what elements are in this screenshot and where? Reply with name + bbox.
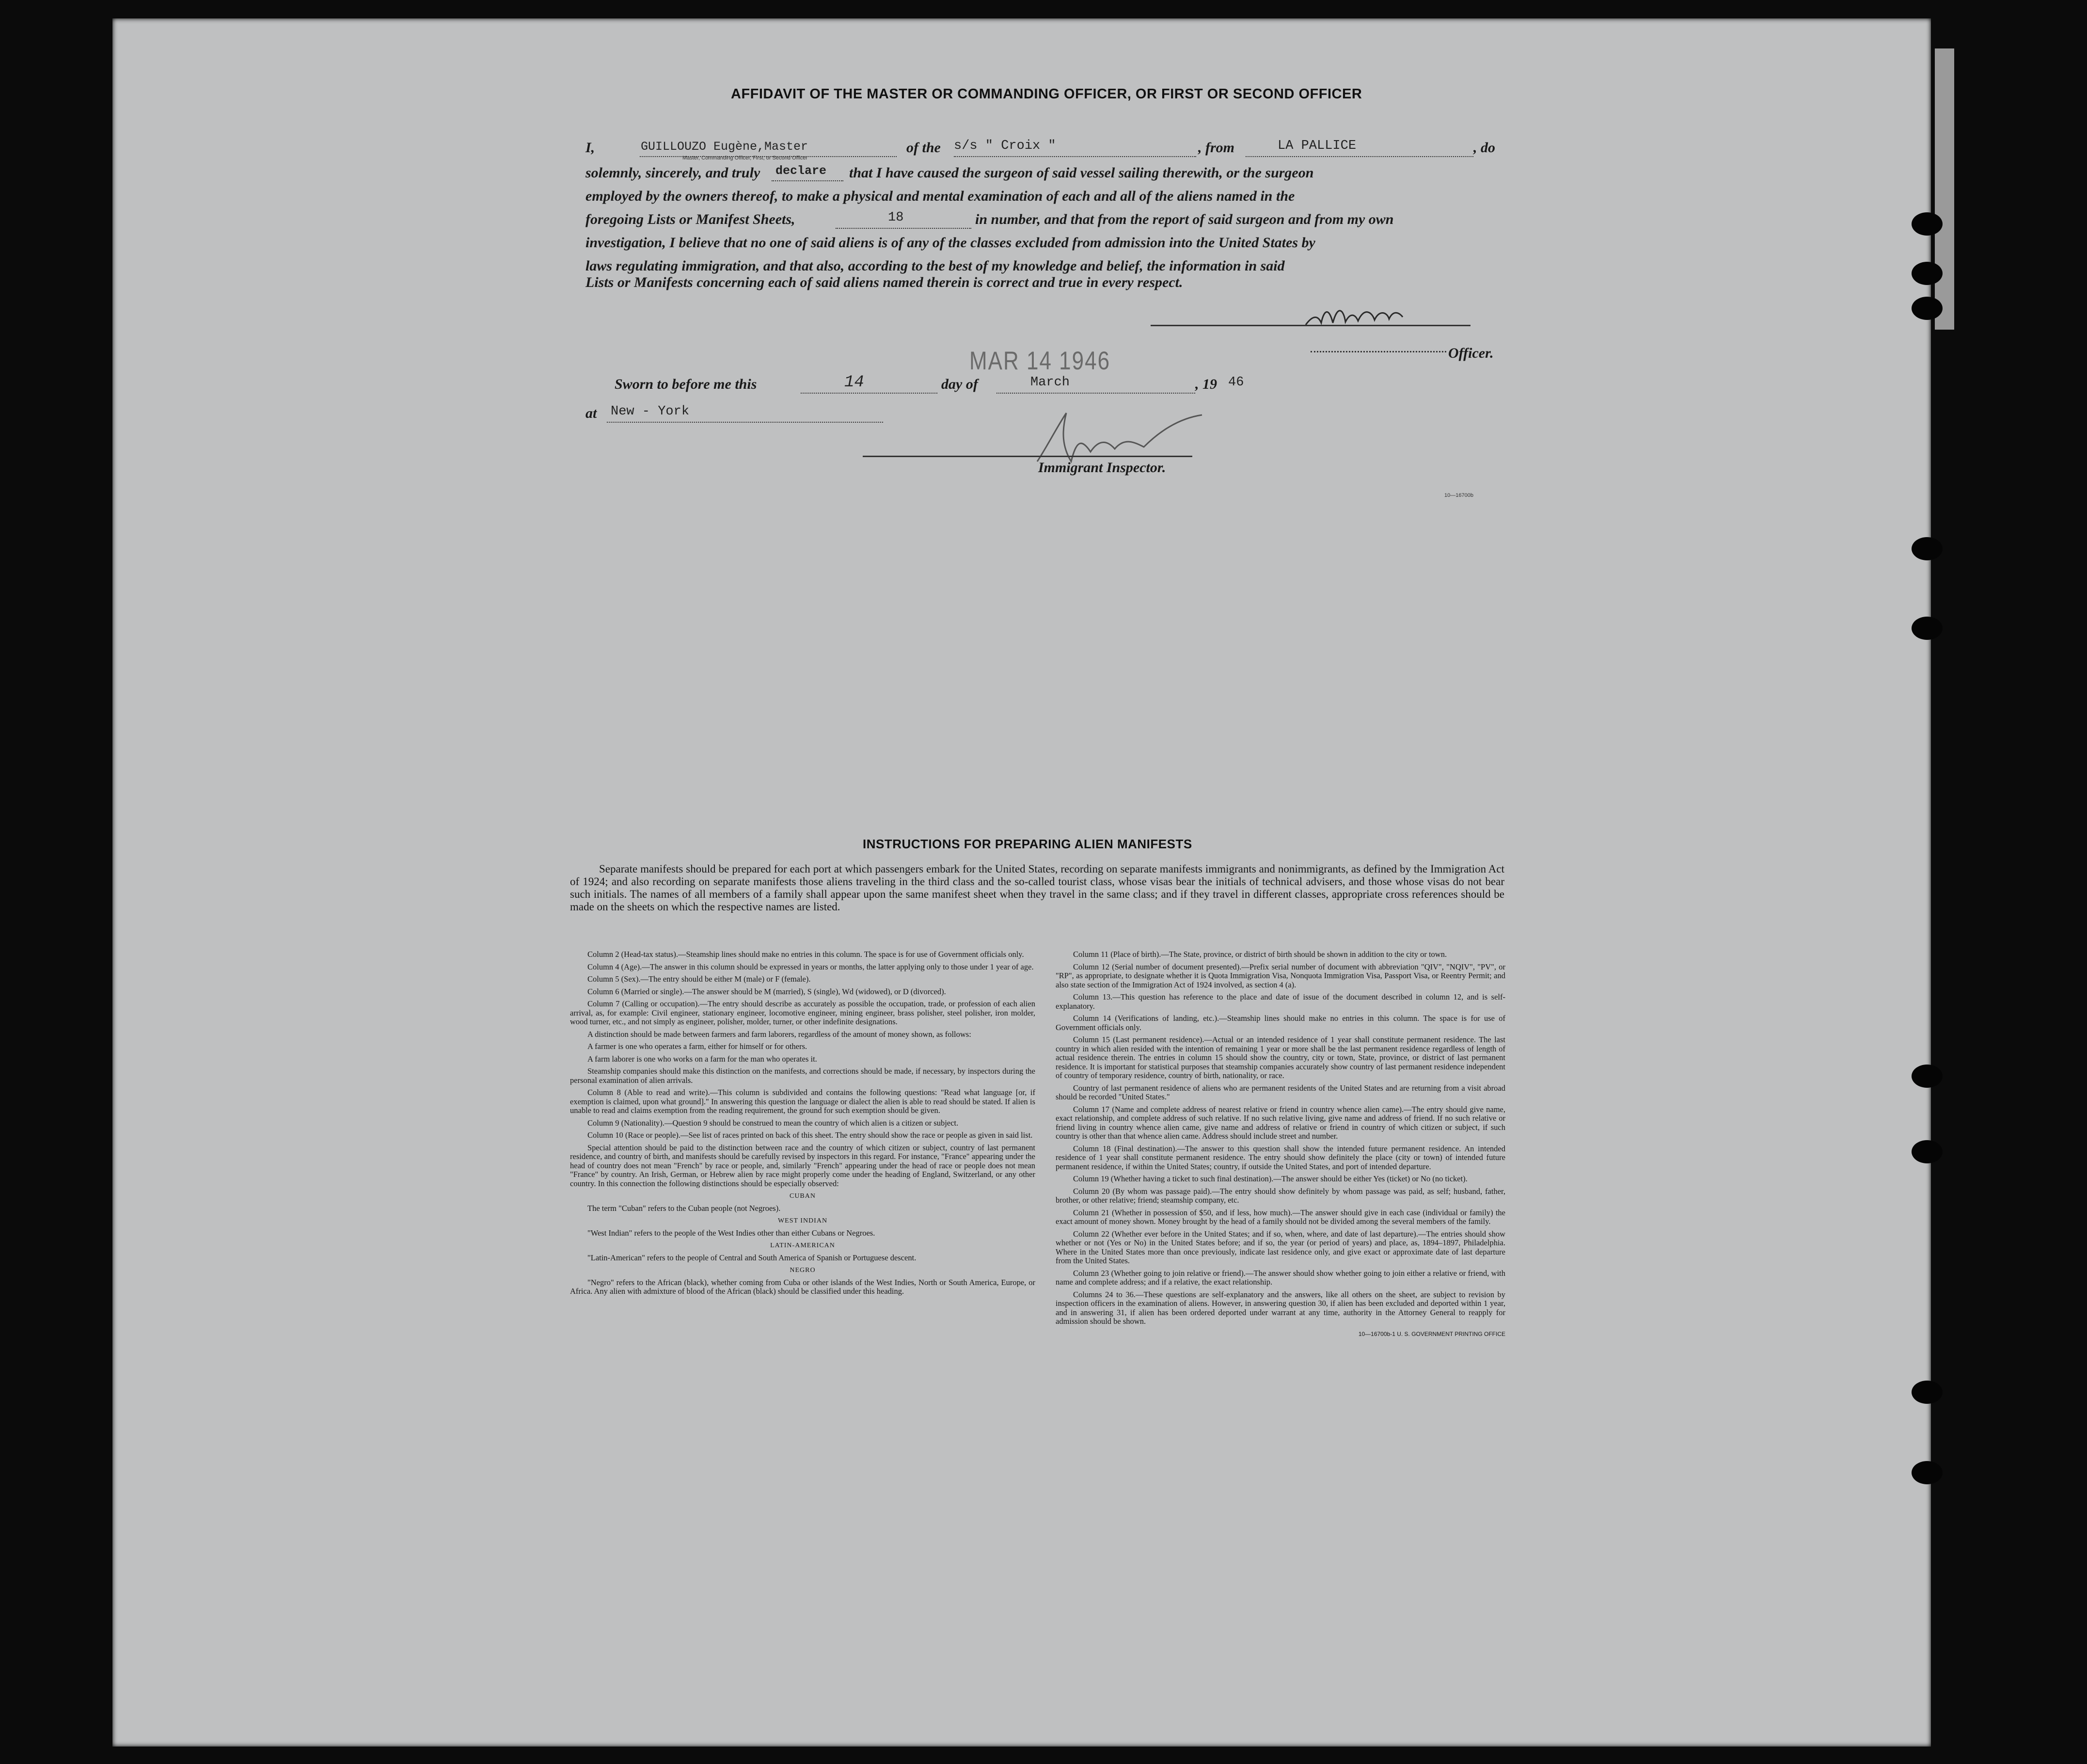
affidavit-text: , from bbox=[1198, 140, 1234, 156]
instruction-paragraph: Column 7 (Calling or occupation).—The entry should describe as accurately as possible the occupation, trade, or profession of each alien arrival, as, for example: Civil engineer, stationary engineer, locomotive engineer, mining engineer, brass polisher, steel polisher, iron molder, wood turner, etc., and not simply as engineer, polisher, molder, turner, or other indefinite designations. bbox=[570, 999, 1035, 1026]
instructions-left-column bbox=[570, 950, 1035, 1300]
instruction-paragraph: Column 14 (Verifications of landing, etc.).—Steamship lines should make no entries in this column. The space is for use of Government officials only. bbox=[1056, 1014, 1505, 1032]
sheets-count-field: 18 bbox=[888, 210, 904, 225]
section-caption: CUBAN bbox=[789, 1192, 816, 1200]
affidavit-text: that I have caused the surgeon of said vessel sailing therewith, or the surgeon bbox=[849, 165, 1314, 181]
instruction-paragraph: Column 11 (Place of birth).—The State, province, or district of birth should be shown in addition to the city or town. bbox=[1073, 950, 1447, 959]
instruction-paragraph: Column 22 (Whether ever before in the United States; and if so, when, where, and date of last departure).—The entries should show whether or not (Yes or No) in the United States before; and if so, the year (or period of years) and place, as, 1894–1897, Philadelphia. Where in the United States more than once previously, indicate last residence only, and give exact or approximate date of last departure from the United States. bbox=[1056, 1229, 1505, 1265]
instruction-paragraph: Column 21 (Whether in possession of $50, and if less, how much).—The answer should give in each case (individual or family) the exact amount of money shown. Money brought by the head of a family should not be divided among the several members of the family. bbox=[1056, 1208, 1505, 1226]
affidavit-text: I, bbox=[585, 140, 595, 156]
vessel-name-field: s/s " Croix " bbox=[954, 139, 1056, 153]
day-field: 14 bbox=[844, 373, 864, 392]
instruction-paragraph: Column 18 (Final destination).—The answer to this question shall show the intended future permanent residence. An intended residence of 1 year shall constitute permanent residence. The entry should show definitely the place (city or town) of intended future permanent residence, if within the United States; country, if outside the United States, and port of intended departure. bbox=[1056, 1144, 1505, 1171]
instruction-paragraph: A distinction should be made between farmers and farm laborers, regardless of the amount of money shown, as follows: bbox=[587, 1029, 971, 1039]
master-name-field: GUILLOUZO Eugène,Master bbox=[641, 140, 808, 154]
officer-signature-line bbox=[1151, 324, 1470, 326]
instruction-paragraph: Columns 24 to 36.—These questions are self-explanatory and the answers, like all others on the sheet, are subject to revision by inspection officers in the examination of aliens. However, in answering question 30, if alien has been excluded and deported within 1 year, and in answering 31, if alien has been ordered deported under warrant at any time, authority in the Attorney General to reapply for admission should be shown. bbox=[1056, 1289, 1505, 1326]
binder-hole bbox=[1912, 262, 1943, 285]
year-label: , 19 bbox=[1195, 376, 1217, 392]
declare-line bbox=[772, 166, 843, 181]
instruction-paragraph: Country of last permanent residence of aliens who are permanent residents of the United States and are returning from a visit abroad should be recorded "United States." bbox=[1056, 1083, 1505, 1101]
instruction-paragraph: Column 12 (Serial number of document presented).—Prefix serial number of document with abbreviation "QIV", "NQIV", "PV", or "RP", as appropriate, to designate whether it is Quota Immigration Visa, Nonquota Immigration Visa, Passport Visa, or Reentry Permit; and also state section of the Immigration Act of 1924 involved, as section 4 (a). bbox=[1056, 962, 1505, 989]
day-line bbox=[801, 378, 937, 394]
inspector-signature bbox=[1028, 408, 1270, 466]
affidavit-text: foregoing Lists or Manifest Sheets, bbox=[585, 211, 795, 227]
instruction-paragraph: "Negro" refers to the African (black), whether coming from Cuba or other islands of the West Indies, North or South America, Europe, or Africa. Any alien with admixture of blood of the African (black) should be classified under this heading. bbox=[570, 1277, 1035, 1296]
binder-hole bbox=[1912, 212, 1943, 236]
instruction-paragraph: Steamship companies should make this distinction on the manifests, and corrections should be made, if necessary, by inspectors during the personal examination of alien arrivals. bbox=[570, 1066, 1035, 1085]
binder-hole bbox=[1912, 1140, 1943, 1163]
officer-label: Officer. bbox=[1448, 345, 1494, 361]
instruction-paragraph: Column 10 (Race or people).—See list of races printed on back of this sheet. The entry should show the race or people as given in said list. bbox=[587, 1130, 1033, 1140]
instruction-paragraph: Column 20 (By whom was passage paid).—The entry should show definitely by whom passage was paid, as self; husband, father, brother, or other relative; friend; steamship company, etc. bbox=[1056, 1186, 1505, 1205]
date-stamp: MAR 14 1946 bbox=[969, 347, 1111, 375]
instruction-paragraph: Column 8 (Able to read and write).—This column is subdivided and contains the following questions: "Read what language [or, if exemption is claimed, upon what ground]." In answering this question the language or dialect the alien is able to read should be stated. If alien is unable to read and claims exemption from the reading requirement, the ground for such exemption should be given. bbox=[570, 1088, 1035, 1115]
binder-hole bbox=[1912, 537, 1943, 560]
instruction-paragraph: A farm laborer is one who works on a farm for the man who operates it. bbox=[587, 1054, 817, 1064]
officer-signature bbox=[1299, 295, 1444, 334]
affidavit-text: Lists or Manifests concerning each of said aliens named therein is correct and true in every respect. bbox=[585, 274, 1183, 290]
year-field: 46 bbox=[1228, 375, 1244, 390]
section-caption: WEST INDIAN bbox=[777, 1217, 828, 1224]
instruction-paragraph: A farmer is one who operates a farm, either for himself or for others. bbox=[587, 1042, 807, 1051]
port-field: LA PALLICE bbox=[1278, 139, 1357, 153]
instruction-paragraph: "West Indian" refers to the people of the West Indies other than either Cubans or Negroes. bbox=[587, 1228, 875, 1238]
binder-hole bbox=[1912, 1461, 1943, 1484]
instruction-paragraph: Column 23 (Whether going to join relative or friend).—The answer should show whether going to join either a relative or friend, with name and complete address; and if a relative, the exact relationship. bbox=[1056, 1268, 1505, 1287]
instruction-paragraph: Column 6 (Married or single).—The answer should be M (married), S (single), Wd (widowed), or D (divorced). bbox=[587, 986, 946, 996]
instruction-paragraph: Column 15 (Last permanent residence).—Actual or an intended residence of 1 year shall constitute permanent residence. The last country in which alien resided with the intention of remaining 1 year or more shall be the last permanent residence regardless of length of actual residence therein. The entries in column 15 should show the country, city or town, State, province, or district of last permanent residence. It is important for statistical purposes that steamship companies accurately show country of last permanent residence independent of country of temporary residence, country of birth, nationality, or race. bbox=[1056, 1035, 1505, 1080]
binder-hole bbox=[1912, 297, 1943, 320]
officer-line bbox=[1311, 350, 1446, 352]
affidavit-text: solemnly, sincerely, and truly bbox=[585, 165, 760, 181]
binder-hole bbox=[1912, 1065, 1943, 1088]
place-field: New - York bbox=[611, 404, 690, 419]
instruction-paragraph: The term "Cuban" refers to the Cuban people (not Negroes). bbox=[587, 1203, 781, 1213]
affidavit-text: employed by the owners thereof, to make a physical and mental examination of each and all of the aliens named in the bbox=[585, 188, 1295, 204]
instructions-title: INSTRUCTIONS FOR PREPARING ALIEN MANIFESTS bbox=[863, 837, 1192, 851]
instruction-paragraph: Column 4 (Age).—The answer in this column should be expressed in years or months, the latter applying only to those under 1 year of age. bbox=[587, 962, 1034, 971]
instruction-paragraph: "Latin-American" refers to the people of Central and South America of Spanish or Portuguese descent. bbox=[587, 1253, 917, 1262]
affidavit-title: AFFIDAVIT OF THE MASTER OR COMMANDING OFFICER, OR FIRST OR SECOND OFFICER bbox=[731, 86, 1362, 102]
instruction-paragraph: Column 17 (Name and complete address of nearest relative or friend in country whence alien came).—The entry should give name, exact relationship, and complete address of such relative. If no such relative living, give name and address of friend. If no such relative or friend living in country whence alien came, give name and address of relative or friend in country of which citizen or subject, if such country is other than that whence alien came. Address should include street and number. bbox=[1056, 1104, 1505, 1141]
printing-office-footer: 10—16700b-1 U. S. GOVERNMENT PRINTING OFFICE bbox=[1358, 1330, 1505, 1337]
at-label: at bbox=[585, 405, 597, 421]
day-of-label: day of bbox=[941, 376, 978, 392]
instructions-right-column bbox=[1056, 950, 1505, 1342]
declare-field: declare bbox=[775, 164, 827, 178]
master-caption: Master, Commanding Officer, First, or Second Officer bbox=[682, 155, 808, 161]
instruction-paragraph: Column 13.—This question has reference to the place and date of issue of the document described in column 12, and is self-explanatory. bbox=[1056, 992, 1505, 1011]
affidavit-text: of the bbox=[906, 140, 941, 156]
instruction-paragraph: Special attention should be paid to the distinction between race and the country of which citizen or subject, country of last permanent residence, and country of birth, and manifests should be carefully revised by inspectors in this regard. For instance, "France" appearing under the head of country does not mean "French" by race or people, and, similarly "French" appearing under the head of race or people does not mean "France" by country. An Irish, German, or Hebrew alien by race might properly come under the heading of England, Switzerland, or any other country. In this connection the following distinctions should be especially observed: bbox=[570, 1143, 1035, 1188]
sworn-label: Sworn to before me this bbox=[615, 376, 757, 392]
affidavit-text: laws regulating immigration, and that also, according to the best of my knowledge and belief, the information in said bbox=[585, 258, 1285, 274]
binder-hole bbox=[1912, 1381, 1943, 1404]
inspector-label: Immigrant Inspector. bbox=[1038, 460, 1166, 476]
section-caption: NEGRO bbox=[790, 1267, 816, 1274]
month-field: March bbox=[1030, 375, 1070, 390]
affidavit-text: investigation, I believe that no one of said aliens is of any of the classes excluded from admission into the United States by bbox=[585, 235, 1315, 251]
binder-hole bbox=[1912, 617, 1943, 640]
instruction-paragraph: Column 2 (Head-tax status).—Steamship lines should make no entries in this column. The space is for use of Government officials only. bbox=[587, 950, 1024, 959]
month-line bbox=[996, 378, 1195, 394]
inspector-signature-line bbox=[863, 455, 1192, 457]
instruction-paragraph: Column 9 (Nationality).—Question 9 should be construed to mean the country of which alien is a citizen or subject. bbox=[587, 1118, 959, 1128]
affidavit-text: in number, and that from the report of said surgeon and from my own bbox=[975, 211, 1394, 227]
instruction-paragraph: Column 5 (Sex).—The entry should be either M (male) or F (female). bbox=[587, 974, 811, 984]
instructions-intro: Separate manifests should be prepared for each port at which passengers embark for the United States, recording on separate manifests immigrants and nonimmigrants, as defined by the Immigration Act of 1924; and also recording on separate manifests those aliens traveling in the third class and the so-called tourist class, whose visas bear the initials of technical advisers, and those whose visas do not bear such initials. The names of all members of a family shall appear upon the same manifest sheet when they travel in the same class; and if they travel in different classes, appropriate cross references should be made on the sheets on which the respective names are listed. bbox=[570, 863, 1504, 913]
form-code: 10—16700b bbox=[1444, 493, 1473, 498]
section-caption: LATIN-AMERICAN bbox=[770, 1242, 835, 1249]
sheet-edge-strip bbox=[1935, 48, 1954, 330]
affidavit-text: , do bbox=[1473, 140, 1495, 156]
instruction-paragraph: Column 19 (Whether having a ticket to such final destination).—The answer should be either Yes (ticket) or No (no ticket). bbox=[1073, 1174, 1468, 1183]
